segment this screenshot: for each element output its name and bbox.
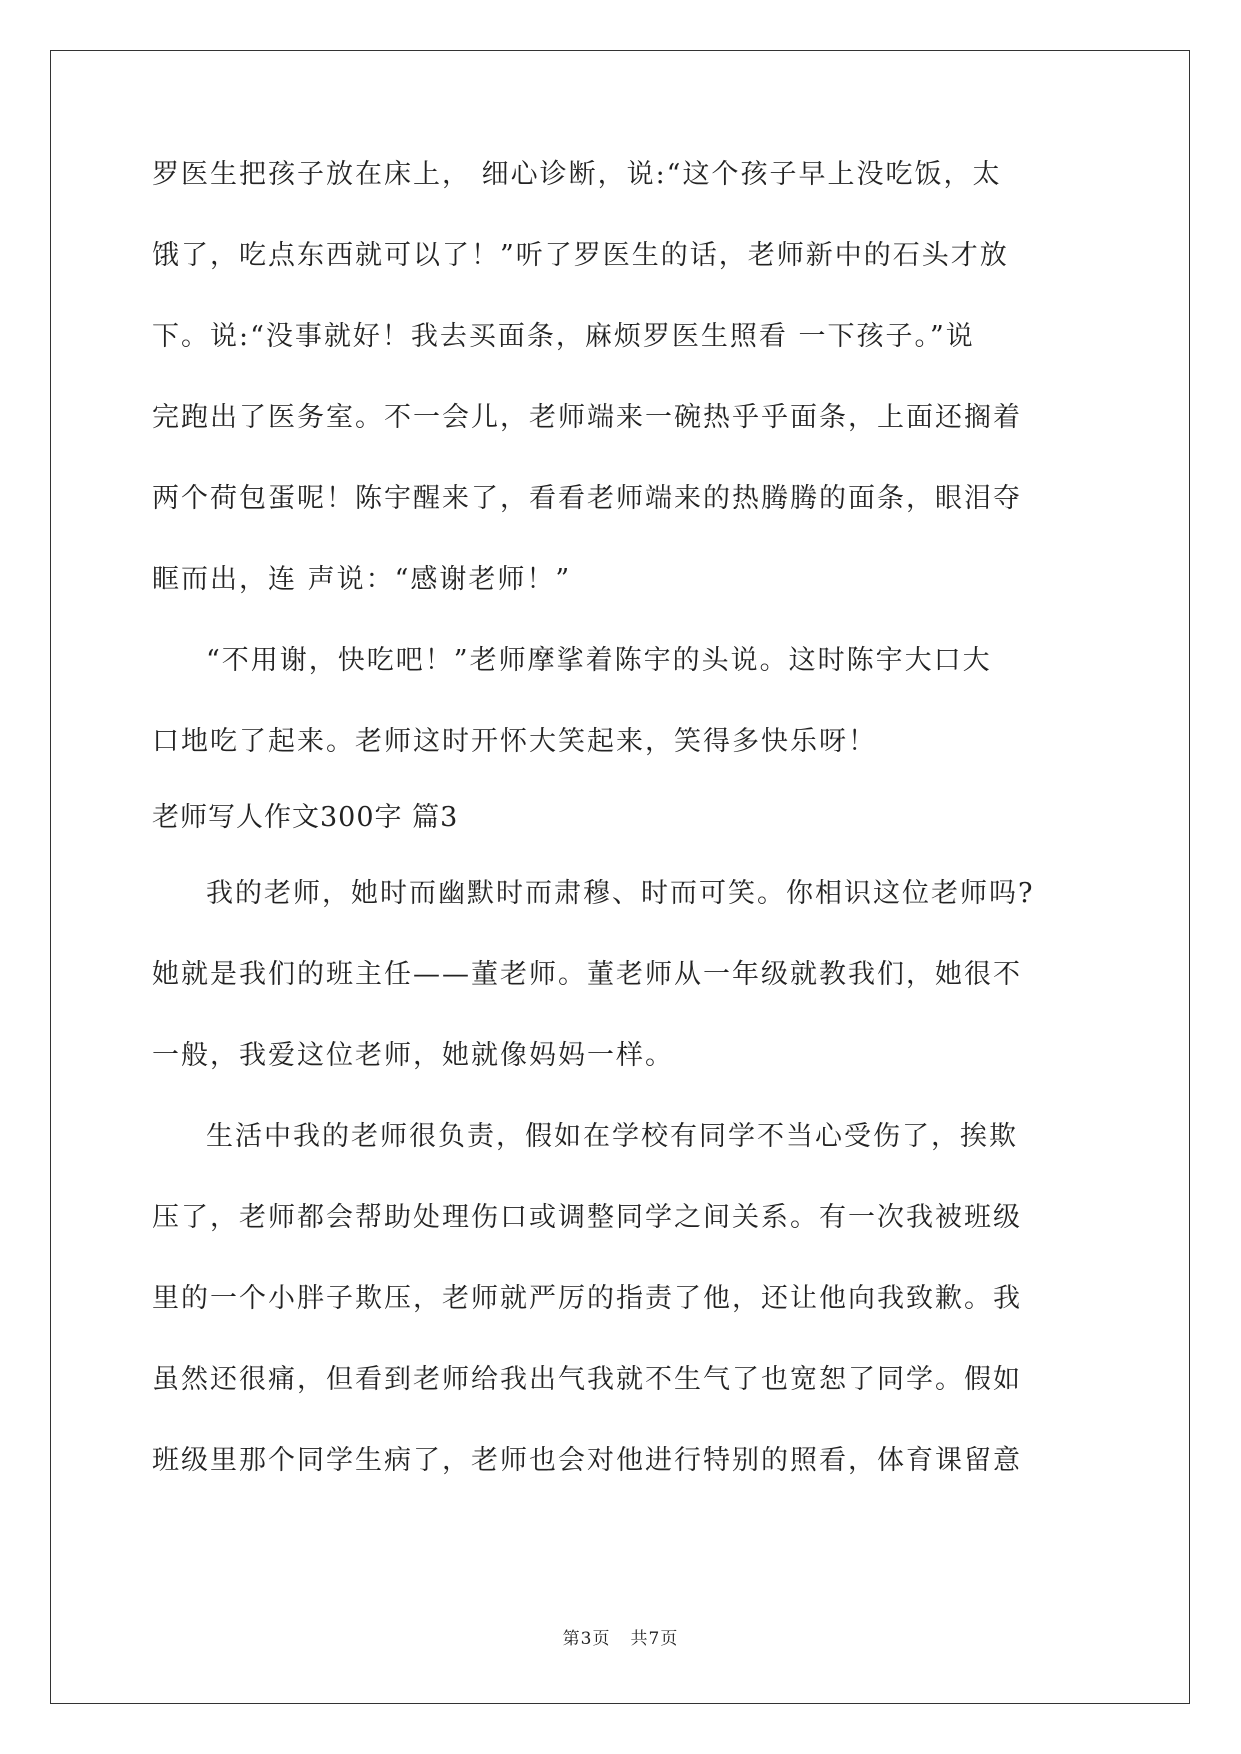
paragraph-line: “不用谢，快吃吧！”老师摩挲着陈宇的头说。这时陈宇大口大 — [206, 645, 992, 676]
paragraph-line: 完跑出了医务室。不一会儿，老师端来一碗热乎乎面条，上面还搁着 — [152, 402, 1022, 433]
paragraph-line: 生活中我的老师很负责，假如在学校有同学不当心受伤了，挨欺 — [206, 1121, 1018, 1152]
document-body — [152, 160, 1102, 1527]
page-total: 共7页 — [630, 1629, 679, 1649]
paragraph-line: 饿了，吃点东西就可以了！”听了罗医生的话，老师新中的石头才放 — [152, 240, 1009, 271]
paragraph-line: 她就是我们的班主任——董老师。董老师从一年级就教我们，她很不 — [152, 959, 1022, 990]
paragraph-line: 虽然还很痛，但看到老师给我出气我就不生气了也宽恕了同学。假如 — [152, 1364, 1022, 1395]
paragraph-line: 罗医生把孩子放在床上， 细心诊断，说:“这个孩子早上没吃饭，太 — [152, 159, 1002, 190]
section-heading: 老师写人作文300字 篇3 — [152, 802, 459, 833]
paragraph-line: 班级里那个同学生病了，老师也会对他进行特别的照看，体育课留意 — [152, 1445, 1022, 1476]
paragraph-line: 口地吃了起来。老师这时开怀大笑起来，笑得多快乐呀！ — [152, 726, 877, 757]
page-footer — [0, 1624, 1241, 1649]
page-number: 第3页 — [562, 1629, 611, 1649]
paragraph-line: 眶而出，连 声说：“感谢老师！” — [152, 564, 572, 595]
paragraph-line: 下。说:“没事就好！我去买面条，麻烦罗医生照看 一下孩子。”说 — [152, 321, 975, 352]
paragraph-line: 两个荷包蛋呢！陈宇醒来了，看看老师端来的热腾腾的面条，眼泪夺 — [152, 483, 1022, 514]
paragraph-line: 压了，老师都会帮助处理伤口或调整同学之间关系。有一次我被班级 — [152, 1202, 1022, 1233]
paragraph-line: 里的一个小胖子欺压，老师就严厉的指责了他，还让他向我致歉。我 — [152, 1283, 1022, 1314]
paragraph-line: 一般，我爱这位老师，她就像妈妈一样。 — [152, 1040, 674, 1071]
paragraph-line: 我的老师，她时而幽默时而肃穆、时而可笑。你相识这位老师吗? — [206, 878, 1035, 909]
